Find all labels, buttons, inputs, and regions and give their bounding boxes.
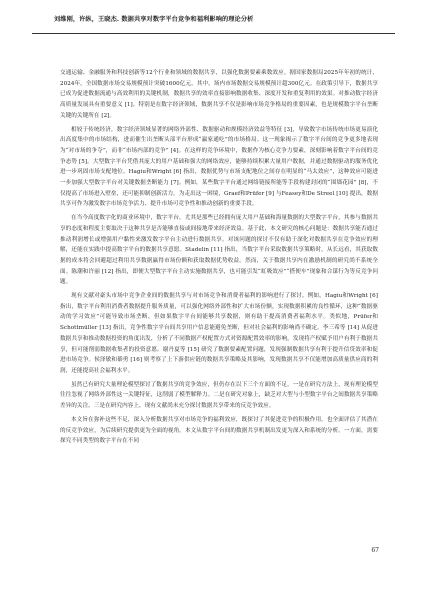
paragraph-5: 虽然已有研究大量理论模型探讨了数据共享的竞争效应，但仍存在以下三个方面的不足。一是在研究方法上，现有理论模型往往忽视了网络外部性这一关键特征，这削弱了模型解释力。二是在研究对象上，缺乏对大型与小型数字平台之间数据共享策略差异的关注。三是在研究内容上，现有文献尚未充分探讨数据共享带来的反竞争效应。 bbox=[60, 381, 378, 410]
paragraph-3: 在当今高度数字化的商业环境中，数字平台，尤其是那些已经拥有庞大用户基础和海量数据的大型数字平台，其参与数据共享的态度和程度主要取决于这种共享是否能够直接或间接地带来经济效益。基于此，本文研究的核心问题是：数据共享能否通过推动利润增长或增强用户黏性来激发数字平台主动进行数据共享。对该问题的探讨不仅有助于深化对数据共享在竞争效应的理解，还能在实践中提高数字平台的数据共享意愿。Stadelin [11] 指出，当数字平台采取数据共享策略时，从长远看，其获取数据的成本将会回避超过利用共享数据赢得市场份额和获取数据优势收益。然而，关于数据共享内在激励机制的研究尚不系统全面。陈潮和许丽 [12] 指出，即便大型数字平台主动实施数据共享，也可能引发“虹吸效应”“搭便车”现象和合谋行为等反竞争问题。 bbox=[60, 215, 378, 286]
paragraph-2: 相较于传统经济，数字经济领域显著的网络外部性、数据驱动和规模经济效益等特征 [3]，导致数字市场传统市场更易演化出高度集中的市场结构，进而催生出垄断头部平台形成“赢家通吃”的市场格局。这一现象揭示了数字平台间的竞争更多地表现为“对市场的争夺”，而非“市场内部的竞争” [4]。在这样的竞争环境中，数据作为核心竞争力要素，深刻影响着数字平台间的竞争态势 [5]。大型数字平台凭借其庞大的用户基础和强大的网络效应，能够持续积累大量用户数据，并通过数据驱动的服务优化进一步巩固市场支配地位。Hagiu和Wright [6] 指出，数据优势与市场支配地位之间存在明显的“马太效应”，这种效应可能进一步加强大型数字平台对关键数据垄断能力 [7]。例如，某些数字平台通过网络链接所能等手段构建封闭的“围墙花园” [8]，不仅提高了市场进入壁垒，还可能抑制创新活力。为走出这一困境，Graef和Prüfer [9] 与Feasey和De Streel [10] 提出，数据共享可作为激发数字市场竞争活力、提升市场可竞争性和推动创新的重要手段。 bbox=[60, 126, 378, 208]
running-header: 刘维刚，许纵，王晓杰. 数据共享对数字平台竞争和福利影响的理论分析 bbox=[54, 16, 254, 23]
paragraph-1: 交通运输、金融服务和科技创新等12个行业和领域的数据共享，以强化数据要素乘数效应。据国家数据局2025年年初的统计，2024年，全国数据市场交易规模预计突破1600亿元，其中，场内市场数据交易规模预计超300亿元。在政策引导下，数据共享已成为促进数据流通与高效利用的关键机制，数据共享的效率直接影响数据收集、深度开发和重复利用的效果。对推动数字经济高质量发展具有重要意义 [1]。特别是在数字经济领域，数据共享不仅是影响市场竞争格局的重要因素，也是规模数字平台垄断关键的关键所在 [2]。 bbox=[60, 70, 378, 119]
paragraph-4: 现有文献对豪头市场中竞争企业间的数据共享与对市场竞争和消费者福利的影响进行了探讨。例如，Hagiu和Wright [6] 指出，数字平台利用消费者数据提升服务质量，可以强化网络外部性和扩大市场份额，实现数据积累的良性循环，这种“数据驱动的学习效应”可能导致市场垄断，但如果数字平台间能够共享数据，则有助于提高消费者福利水平。类似地，Prüfer和Schottmüller [13] 指出，竞争性数字平台间共享用户信息能避免垄断，但对社会福利的影响尚不确定。李三希等 [14] 从促进数据共享和推动数据投资的角度出发，分析了不同数据产权配置方式对资源配置效率的影响，发现将产权赋予用户有利于数据共享，但可能削弱数据收集者的投资意愿。谢丹夏等 [15] 研究了数据要素配置问题，发现强制数据共享有利于提升信贷效率和促进市场竞争。侯泽敏和綦勇 [16] 则考察了上下游供应链的数据共享策略及其影响，发现数据共享不仅能增加高质量供应商的利润，还能提高社会福利水平。 bbox=[60, 293, 378, 374]
header-rule bbox=[32, 33, 395, 34]
page-number: 67 bbox=[371, 547, 379, 554]
article-body bbox=[60, 68, 378, 450]
paragraph-6: 本文旨在弥补这些不足，深入分析数据共享对市场竞争的福利效应，既探讨了其促进竞争的积极作用，也全面评估了其潜在的反竞争效应，为后续研究提供更为全面的视角。本文从数字平台间的数据共享机制出发更为深入和系统的分析。一方面，需要探究不同类型的数字平台在不同 bbox=[60, 416, 378, 445]
